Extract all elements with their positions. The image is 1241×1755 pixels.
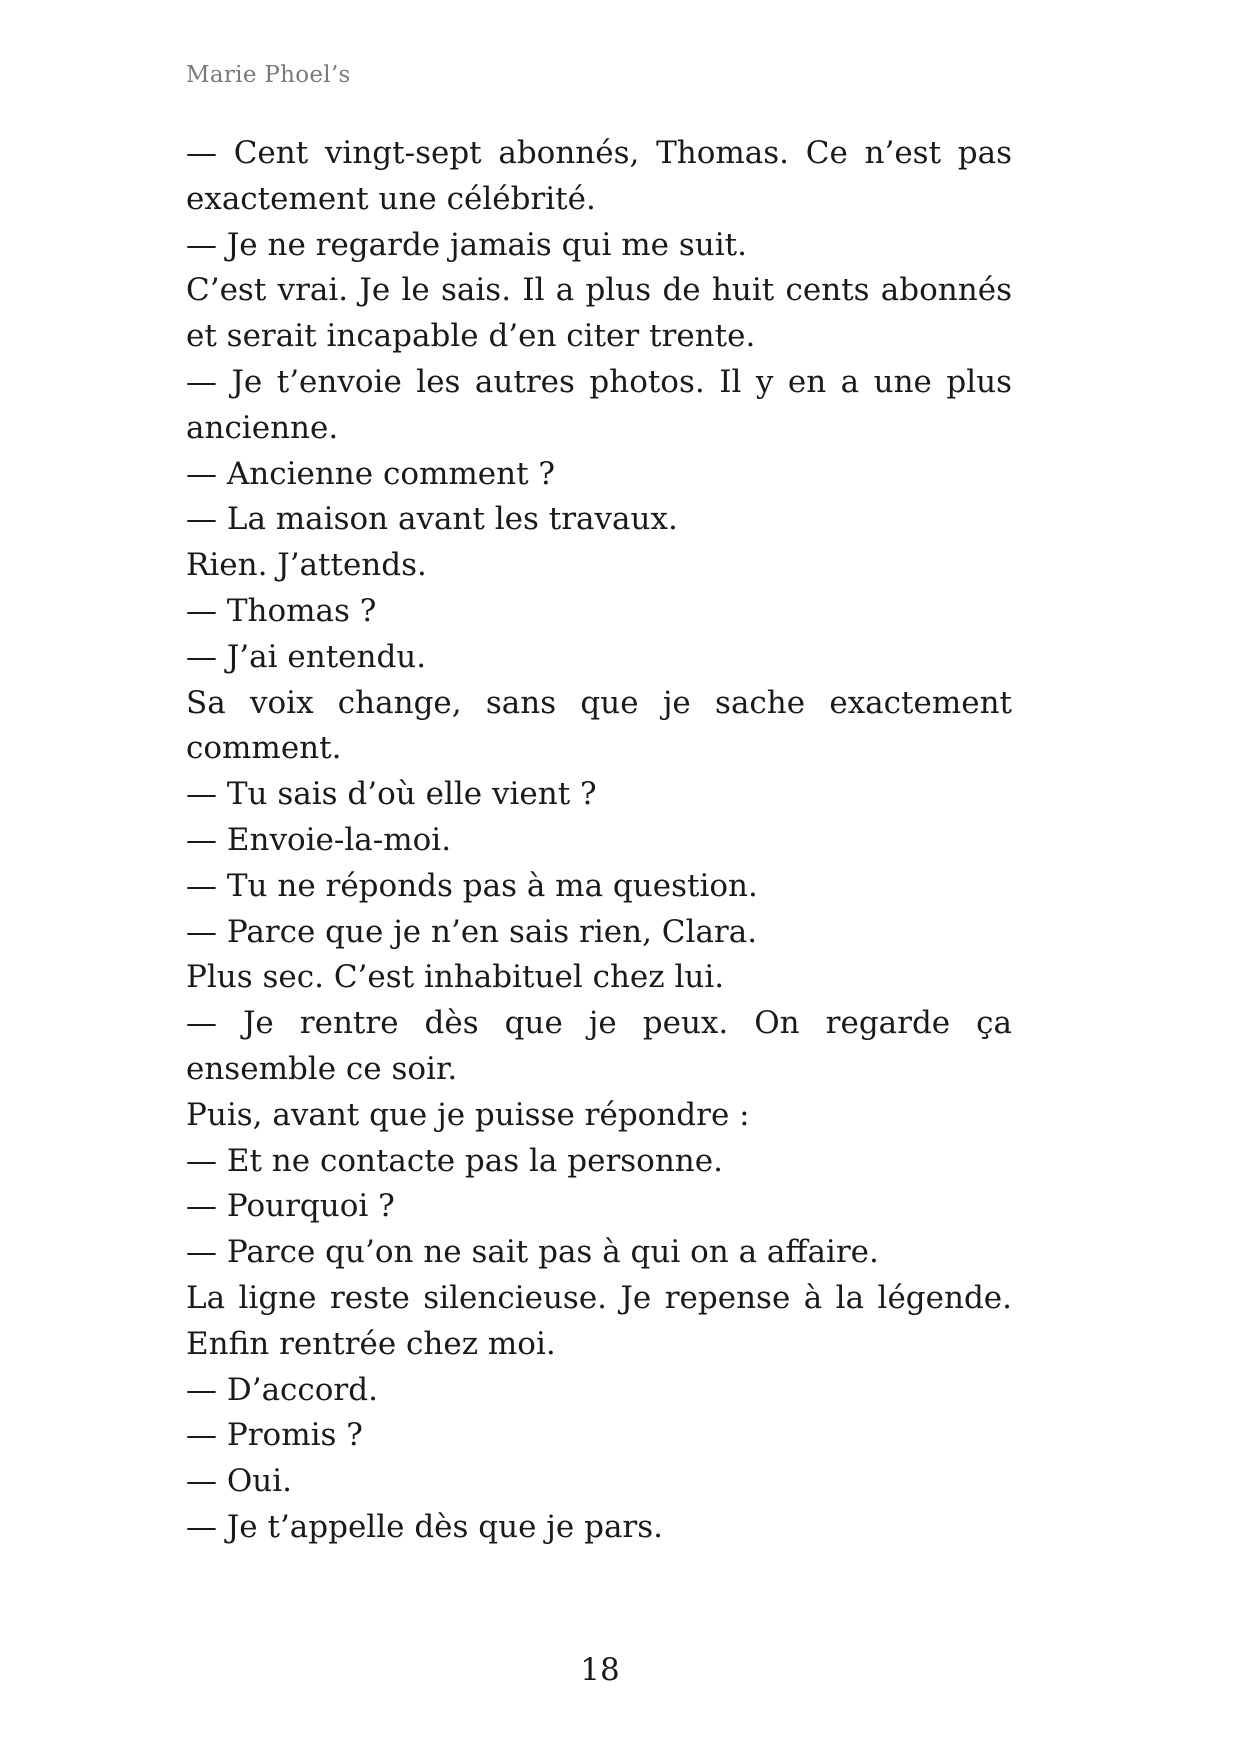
paragraph: — Cent vingt-sept abonnés, Thomas. Ce n’est pas exactement une célébrité.	[186, 135, 1012, 217]
paragraph: — Oui.	[186, 1463, 293, 1500]
paragraph: — Tu sais d’où elle vient ?	[186, 776, 597, 813]
paragraph: — Promis ?	[186, 1417, 363, 1454]
paragraph: — Parce que je n’en sais rien, Clara.	[186, 913, 758, 950]
paragraph: — Et ne contacte pas la personne.	[186, 1142, 723, 1179]
page-number: 18	[580, 1652, 620, 1688]
paragraph: C’est vrai. Je le sais. Il a plus de huit cents abonnés et serait incapable d’en citer trente.	[186, 272, 1012, 355]
paragraph: — Envoie-la-moi.	[186, 821, 452, 858]
paragraph: — Parce qu’on ne sait pas à qui on a affaire.	[186, 1234, 879, 1271]
paragraph: — Ancienne comment ?	[186, 455, 556, 492]
paragraph: — Je ne regarde jamais qui me suit.	[186, 226, 747, 263]
paragraph: — Pourquoi ?	[186, 1188, 395, 1225]
paragraph: — Thomas ?	[186, 592, 377, 629]
paragraph: — Je t’envoie les autres photos. Il y en a une plus ancienne.	[186, 363, 1012, 446]
paragraph: — J’ai entendu.	[186, 638, 427, 675]
body-text	[186, 131, 1012, 1551]
paragraph: Sa voix change, sans que je sache exactement comment.	[186, 684, 1012, 767]
paragraph: Rien. J’attends.	[186, 547, 427, 584]
paragraph: — Je t’appelle dès que je pars.	[186, 1508, 664, 1545]
paragraph: — D’accord.	[186, 1371, 378, 1408]
paragraph: — Tu ne réponds pas à ma question.	[186, 867, 758, 904]
running-header: Marie Phoel’s	[186, 62, 351, 88]
paragraph: La ligne reste silencieuse. Je repense à la légende. Enfin rentrée chez moi.	[186, 1279, 1012, 1362]
paragraph: — Je rentre dès que je peux. On regarde ça ensemble ce soir.	[186, 1005, 1012, 1087]
paragraph: Plus sec. C’est inhabituel chez lui.	[186, 959, 725, 996]
paragraph: Puis, avant que je puisse répondre :	[186, 1096, 750, 1133]
paragraph: — La maison avant les travaux.	[186, 501, 678, 538]
